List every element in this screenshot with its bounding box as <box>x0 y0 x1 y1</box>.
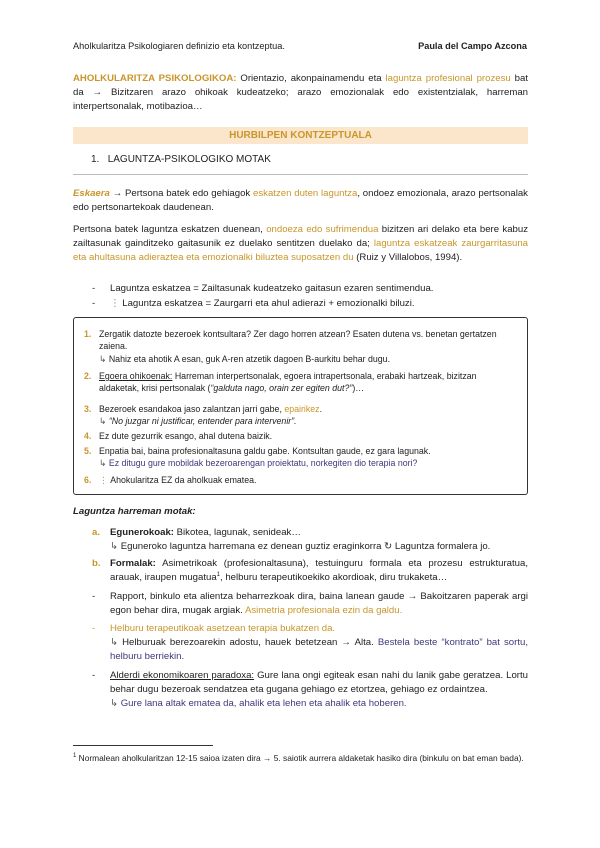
relation-sub-purple: Gure lana altak ematea da, ahalik eta lehen eta ahalik eta hoberen. <box>120 697 407 709</box>
box-item-sub: Ez ditugu gure mobildak bezeroarengan proiektatu, norkegiten dio terapia nori? <box>108 458 418 469</box>
box-item-text: Enpatia bai, baina profesionaltasuna galdu gabe. Kontsultan gaude, ez gara lagunak. <box>99 446 431 456</box>
box-item-number: 5. <box>84 446 92 456</box>
box-item-quote: “galduta nago, orain zer egiten dut?” <box>210 383 353 394</box>
relation-text: Gure lana ongi egiteak esan nahi du lanik gabe geratzea. Lortu behar dugu bezeroak sendatzea eta gugana gehiago ez etortzea, gehiago ez ordaintzea. <box>110 670 528 695</box>
box-item-text: Harreman interpertsonalak, egoera intrapertsonala, erabaki hartzeak, bizitzan aldaketak, krisi pertsonalak ( <box>99 371 477 394</box>
relation-text: Bikotea, lagunak, senideak… <box>173 527 301 538</box>
laguntza-paragraph <box>73 223 528 265</box>
box-item-number: 1. <box>84 329 92 339</box>
p2-text-3: (Ruiz y Villalobos, 1994). <box>353 251 463 263</box>
box-item-text: Bezeroek esandakoa jaso zalantzan jarri gabe, <box>99 404 285 414</box>
header-author: Paula del Campo Azcona <box>418 41 527 51</box>
relation-text: Rapport, binkulo eta alientza beharrezkoak dira, baina lanean gaude → Bakoitzaren paperak argi egon behar dira, mugak argiak. <box>110 591 528 616</box>
relation-term: Egunerokoak: <box>110 527 174 538</box>
subsection-title: LAGUNTZA-PSIKOLOGIKO MOTAK <box>107 154 271 165</box>
list-mark: - <box>92 591 96 602</box>
footnote-text: Normalean aholkularitzan 12-15 saioa izaten dira → 5. saiotik aurrera aldaketak hasiko dira (binkulu on bat eman bada). <box>78 753 524 763</box>
subsection-number: 1. <box>91 154 100 165</box>
p2-text-2: bizitzen ari delako eta bere kabuz zailtasunak gainditzeko gaitasunik ez duelako sentitzen duelako da; <box>73 224 528 249</box>
return-arrow-icon: ↳ <box>110 697 121 709</box>
box-item-sub: Nahiz eta ahotik A esan, guk A-ren atzetik dagoen B-aurkitu behar dugu. <box>108 353 391 364</box>
intro-text-2: bat da → Bizitzaren arazo ohikoak kudeatzeko; arazo emozionalak edo existentzialak, harreman interpertsonalak, motibazioa… <box>73 73 529 112</box>
page-header <box>73 40 527 53</box>
box-item-text-2: . <box>319 404 323 414</box>
intro-highlight: laguntza profesional prozesu <box>385 73 511 84</box>
dash-text-content: Laguntza eskatzea = Zaurgarri eta ahul adierazi + emozionalki biluzi. <box>122 298 415 309</box>
subsection-divider <box>73 174 528 175</box>
box-item-number: 6. <box>84 475 92 485</box>
dash-mark: - <box>92 283 96 294</box>
box-item-number: 3. <box>84 404 92 414</box>
relation-highlight: Asimetria profesionala ezin da galdu. <box>244 604 403 616</box>
relation-term: Formalak: <box>110 558 156 569</box>
box-item-number: 2. <box>84 371 92 381</box>
box-item-text: Ahokularitza EZ da aholkuak ematea. <box>110 475 257 485</box>
dash-text <box>110 297 530 311</box>
relation-sub: Helburuak berezoarekin adostu, hauek betetzean → Alta. <box>122 636 378 648</box>
relation-sub-purple: Bestela beste “kontrato” bat sortu, helburu berriekin. <box>110 636 528 662</box>
return-arrow-icon: ↳ <box>99 353 109 364</box>
relation-text-2: , helburu terapeutikoekiko akordioak, diru trukaketa… <box>220 572 448 584</box>
list-mark: a. <box>92 527 101 538</box>
box-item-text: Zergatik datozte bezeroek kontsultara? Zer dago horren atzean? Esaten dutena vs. benetan gertatzen zaiena. <box>99 329 497 352</box>
eskaera-highlight: eskatzen duten laguntza <box>253 188 358 199</box>
footnote <box>73 752 528 764</box>
list-mark: - <box>92 670 96 681</box>
return-arrow-icon: ↳ <box>99 458 109 469</box>
box-item-sub: “No juzgar ni justificar, entender para intervenir”. <box>108 416 297 427</box>
return-arrow-icon: ↳ <box>99 416 109 427</box>
box-item-text-2: )… <box>352 383 365 394</box>
intro-term: AHOLKULARITZA PSIKOLOGIKOA: <box>73 73 237 84</box>
grip-icon: ⋮ <box>99 475 111 485</box>
section-band: HURBILPEN KONTZEPTUALA <box>73 127 528 144</box>
subsection-heading <box>91 153 271 168</box>
p2-highlight-2: laguntza eskatzeak zaurgarritasuna eta ahultasuna adieraztea eta emozionalki biluztea suposatzen du <box>73 237 528 263</box>
relation-highlight: Helburu terapeutikoak asetzean terapia bukatzen da. <box>110 623 336 634</box>
grip-icon: ⋮ <box>110 298 123 309</box>
intro-paragraph <box>73 72 528 114</box>
footnote-number: 1 <box>73 753 77 760</box>
box-item-highlight: epairikez <box>284 404 320 414</box>
relation-sub: Eguneroko laguntza harremana ez denean guztiz eraginkorra ↻ Laguntza formalera jo. <box>120 540 491 552</box>
eskaera-text-1: → Pertsona batek edo gehiagok <box>109 188 254 199</box>
eskaera-text-2: , ondoez emozionala, arazo pertsonalak edo pertsonartekoak daudenean. <box>73 188 528 213</box>
return-arrow-icon: ↳ <box>110 540 121 552</box>
box-item-number: 4. <box>84 431 92 441</box>
return-arrow-icon: ↳ <box>110 636 123 648</box>
eskaera-term: Eskaera <box>73 188 110 199</box>
p2-text-1: Pertsona batek laguntza eskatzen duenean, <box>73 224 267 235</box>
p2-highlight-1: ondoeza edo sufrimendua <box>266 224 379 235</box>
box-item-term: Egoera ohikoenak: <box>99 371 173 381</box>
list-mark: - <box>92 623 96 634</box>
dash-text: Laguntza eskatzea = Zailtasunak kudeatzeko gaitasun ezaren sentimendua. <box>110 283 434 294</box>
key-points-box <box>73 317 528 495</box>
footnote-divider <box>73 745 213 746</box>
header-title: Aholkularitza Psikologiaren definizio eta kontzeptua. <box>73 41 285 51</box>
relation-term: Alderdi ekonomikoaren paradoxa: <box>110 670 255 681</box>
relations-title: Laguntza harreman motak: <box>73 506 196 517</box>
box-item-text: Ez dute gezurrik esango, ahal dutena baizik. <box>99 431 273 441</box>
list-mark: b. <box>92 558 101 569</box>
intro-text-1: Orientazio, akonpainamendu eta <box>236 73 386 84</box>
dash-mark: - <box>92 298 96 309</box>
eskaera-paragraph <box>73 187 528 215</box>
footnote-ref: 1 <box>216 571 221 578</box>
relation-text: Asimetrikoak (profesionaltasuna), testuinguru formala eta prozesu estrukturatua, arauak, iraupen mugatua <box>110 558 528 584</box>
